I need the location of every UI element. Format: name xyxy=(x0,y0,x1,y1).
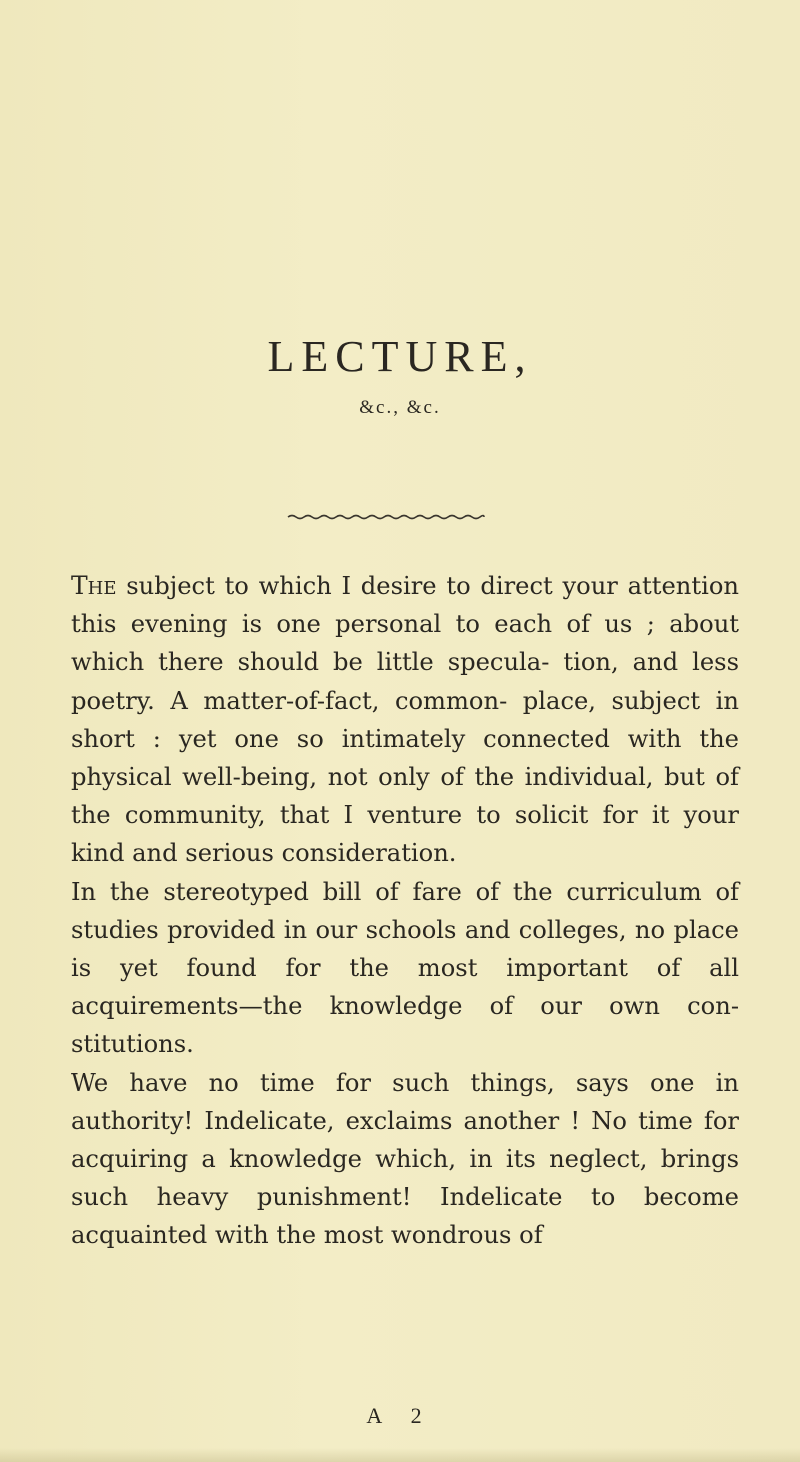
paragraph-2: In the stereotyped bill of fare of the curriculum of studies provided in our schools and colleges, no place is yet found for the most important of all acquirements—the knowledge of our own con- stitutions. xyxy=(71,877,739,1059)
page-title: LECTURE, xyxy=(267,332,533,381)
paragraph-1 xyxy=(71,567,739,873)
divider-wavy-line xyxy=(288,516,484,519)
drop-word: The xyxy=(71,571,117,600)
signature-mark: A 2 xyxy=(366,1403,434,1428)
paragraph-1-text: subject to which I desire to direct your attention this evening is one personal to each of us ; about which there should be little specula- tion, and less poetry. A matter-of-fact, common- place, subject in short : yet one so intimately connected with the physical well-being, not only of the individual, but of the community, that I venture to solicit for it your kind and serious consideration. xyxy=(71,572,739,868)
paragraph-3: We have no time for such things, says one in authority! Indelicate, exclaims another ! No time for acquiring a knowledge which, in its neglect, brings such heavy punishment! Indelicate to become acquainted with the most wondrous of xyxy=(71,1068,739,1250)
lecture-body xyxy=(71,567,739,1255)
page-subtitle: &c., &c. xyxy=(359,397,441,418)
ornamental-divider xyxy=(286,510,486,524)
